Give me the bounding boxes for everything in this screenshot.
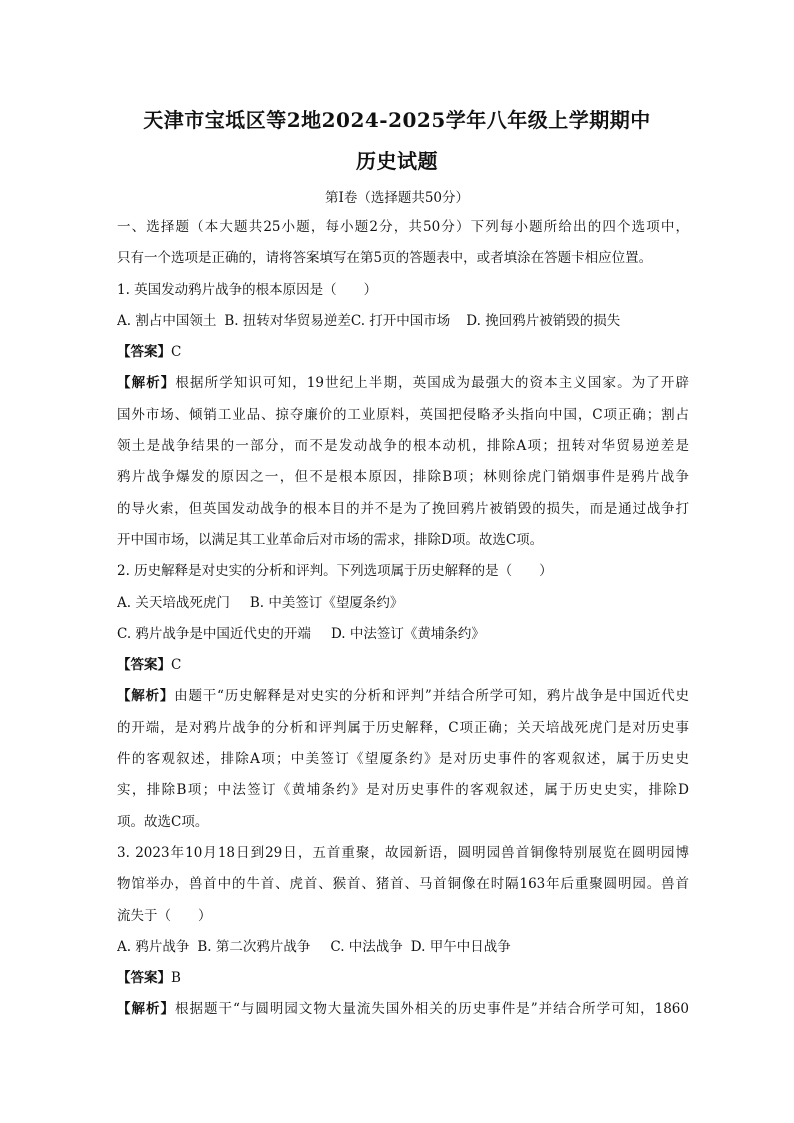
analysis-line: 开中国市场，以满足其工业革命后对市场的需求，排除D项。故选C项。 [117, 531, 544, 548]
analysis-label: 【解析】 [117, 688, 175, 705]
option-c: C. 中法战争 [330, 938, 403, 955]
analysis-text: 根据题干“与圆明园文物大量流失国外相关的历史事件是”并结合所学可知，1860 [174, 1001, 689, 1018]
option-b: B. 第二次鸦片战争 [197, 938, 311, 955]
option-b: B. 扭转对华贸易逆差 [224, 312, 351, 329]
option-d: D. 挽回鸦片被销毁的损失 [466, 312, 621, 329]
analysis-line: 领土是战争结果的一部分，而不是发动战争的根本动机，排除A项；扭转对华贸易逆差是 [117, 438, 689, 455]
option-c: C. 鸦片战争是中国近代史的开端 [117, 625, 311, 642]
option-row [117, 306, 689, 337]
option-c: C. 打开中国市场 [350, 312, 451, 329]
option-a: A. 鸦片战争 [117, 938, 190, 955]
option-row [117, 588, 689, 619]
analysis-label: 【解析】 [117, 375, 176, 392]
analysis-line: 鸦片战争爆发的原因之一，但不是根本原因，排除B项；林则徐虎门销烟事件是鸦片战争 [117, 469, 689, 486]
analysis-line [117, 681, 689, 712]
analysis-label: 【解析】 [117, 1001, 175, 1018]
answer-value: C [171, 657, 182, 674]
analysis-text: 由题干“历史解释是对史实的分析和评判”并结合所学可知，鸦片战争是中国近代史 [174, 688, 689, 705]
answer-label: 【答案】 [117, 657, 171, 674]
option-row [117, 932, 689, 963]
option-a: A. 关天培战死虎门 [117, 594, 230, 611]
question-stem: 流失于（ ） [117, 907, 212, 924]
question-stem: 3. 2023年10月18日到29日，五首重聚，故园新语，圆明园兽首铜像特别展览在圆明园博 [117, 844, 689, 861]
answer-line [117, 337, 689, 368]
answer-label: 【答案】 [117, 970, 171, 987]
answer-line [117, 650, 689, 681]
analysis-line [117, 368, 689, 399]
analysis-line [117, 994, 689, 1025]
analysis-line: 实，排除B项；中法签订《黄埔条约》是对历史事件的客观叙述，属于历史史实，排除D [117, 782, 689, 799]
option-d: D. 甲午中日战争 [410, 938, 511, 955]
answer-value: B [171, 970, 181, 987]
subject-title: 历史试题 [356, 149, 438, 173]
question-stem: 2. 历史解释是对史实的分析和评判。下列选项属于历史解释的是（ ） [117, 563, 553, 580]
instruction-line: 一、选择题（本大题共25小题，每小题2分，共50分）下列每小题所给出的四个选项中， [117, 219, 689, 235]
instruction-line: 只有一个选项是正确的，请将答案填写在第5页的答题表中，或者填涂在答题卡相应位置。 [117, 250, 653, 267]
section-heading: 第Ⅰ卷（选择题共50分） [324, 190, 469, 206]
analysis-line: 国外市场、倾销工业品、掠夺廉价的工业原料，英国把侵略矛头指向中国，C项正确；割占 [117, 406, 689, 423]
question-stem: 物馆举办，兽首中的牛首、虎首、猴首、猪首、马首铜像在时隔163年后重聚圆明园。兽首 [117, 876, 689, 893]
analysis-line: 件的客观叙述，排除A项；中美签订《望厦条约》是对历史事件的客观叙述，属于历史史 [117, 751, 689, 768]
question-stem: 1. 英国发动鸦片战争的根本原因是（ ） [117, 281, 378, 298]
option-a: A. 割占中国领土 [117, 312, 217, 329]
exam-body [117, 212, 689, 1026]
option-row [117, 619, 689, 650]
analysis-text: 根据所学知识可知，19世纪上半期，英国成为最强大的资本主义国家。为了开辟 [175, 375, 689, 392]
analysis-line: 的导火索，但英国发动战争的根本目的并不是为了挽回鸦片被销毁的损失，而是通过战争打 [117, 500, 689, 517]
analysis-line: 项。故选C项。 [117, 813, 209, 830]
answer-line [117, 963, 689, 994]
option-b: B. 中美签订《望厦条约》 [249, 594, 404, 611]
exam-title: 天津市宝坻区等2地2024-2025学年八年级上学期期中 [143, 108, 651, 132]
option-d: D. 中法签订《黄埔条约》 [330, 625, 485, 642]
answer-label: 【答案】 [117, 344, 171, 361]
answer-value: C [171, 344, 182, 361]
analysis-line: 的开端，是对鸦片战争的分析和评判属于历史解释，C项正确；关天培战死虎门是对历史事 [117, 719, 689, 736]
